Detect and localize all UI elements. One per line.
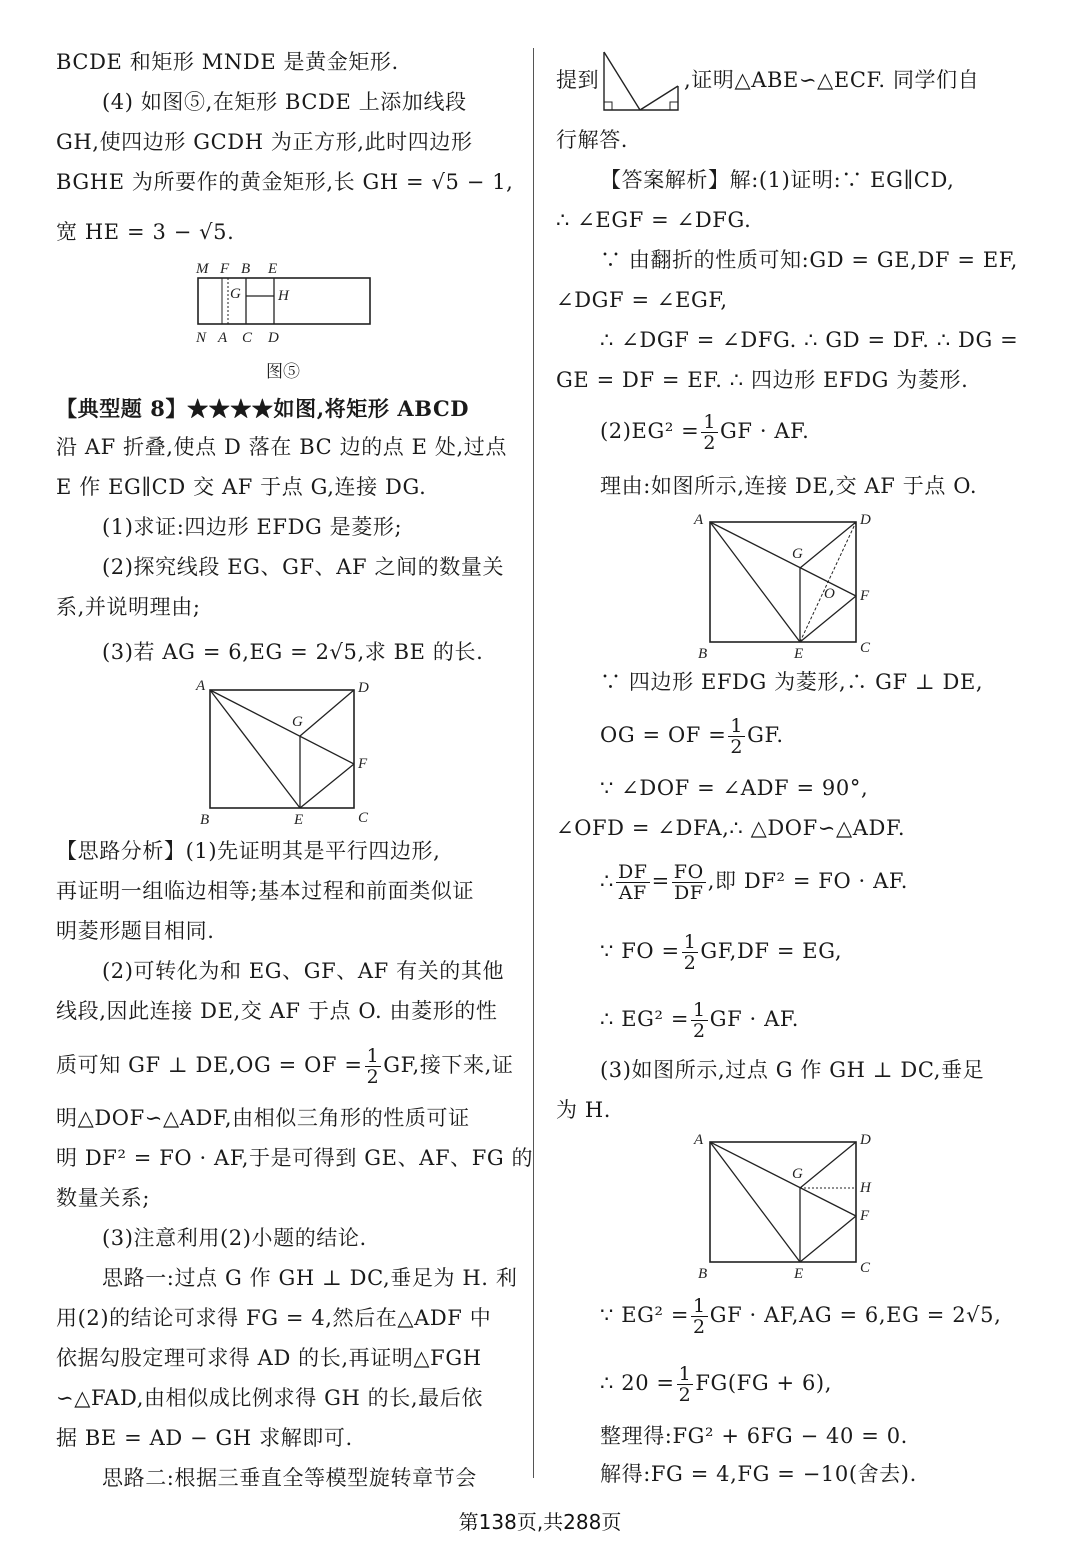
column-divider (533, 48, 534, 1478)
text-line: ∵ ∠DOF = ∠ADF = 90°, (600, 776, 869, 800)
text-line: GE = DF = EF. ∴ 四边形 EFDG 为菱形. (556, 368, 969, 392)
label-B: B (241, 261, 251, 277)
answer-title: 【答案解析】解:(1)证明:∵ EG∥CD, (600, 168, 955, 192)
analysis-title: 【思路分析】(1)先证明其是平行四边形, (56, 839, 441, 863)
text-line: 提到 (556, 68, 600, 92)
page-footer: 第138页,共288页 (458, 1510, 622, 1534)
text-line: 明菱形题目相同. (56, 919, 215, 943)
text-line: ∠OFD = ∠DFA,∴ △DOF∽△ADF. (556, 816, 906, 840)
label-F: F (220, 261, 230, 277)
text-line: ∵ 四边形 EFDG 为菱形,∴ GF ⊥ DE, (600, 670, 984, 694)
text-line: 为 H. (556, 1098, 612, 1122)
text-line: ,证明△ABE∽△ECF. 同学们自 (684, 68, 980, 92)
problem-figure (192, 676, 392, 826)
label-G: G (792, 1166, 803, 1182)
text-line: 再证明一组临边相等;基本过程和前面类似证 (56, 879, 475, 903)
text-line: ∴ ∠EGF = ∠DFG. (556, 208, 752, 232)
small-triangle-figure (602, 46, 682, 114)
text-line: GH,使四边形 GCDH 为正方形,此时四边形 (56, 130, 473, 154)
text-line: 据 BE = AD − GH 求解即可. (56, 1426, 353, 1450)
text-line: 解得:FG = 4,FG = −10(舍去). (600, 1462, 917, 1486)
question-1: (1)求证:四边形 EFDG 是菱形; (102, 515, 403, 539)
label-G: G (292, 714, 303, 730)
text-line: 系,并说明理由; (56, 595, 201, 619)
label-E: E (794, 646, 804, 660)
text-line: 数量关系; (56, 1186, 151, 1210)
label-H: H (278, 288, 289, 304)
text-line: 明 DF² = FO · AF,于是可得到 GE、AF、FG 的 (56, 1146, 534, 1170)
text-line: 沿 AF 折叠,使点 D 落在 BC 边的点 E 处,过点 (56, 435, 507, 459)
text-line: 宽 HE = 3 − √5. (56, 220, 235, 244)
label-D: D (358, 680, 369, 696)
label-A: A (218, 330, 228, 346)
figure-caption: 图⑤ (266, 362, 300, 382)
text-line: 理由:如图所示,连接 DE,交 AF 于点 O. (600, 474, 978, 498)
text-line: ∠DGF = ∠EGF, (556, 288, 728, 312)
text-line: E 作 EG∥CD 交 AF 于点 G,连接 DG. (56, 475, 427, 499)
question-2: (2)探究线段 EG、GF、AF 之间的数量关 (102, 555, 505, 579)
text-line: 思路一:过点 G 作 GH ⊥ DC,垂足为 H. 利 (102, 1266, 518, 1290)
label-D: D (268, 330, 279, 346)
label-N: N (196, 330, 207, 346)
text-line: (2)EG² = $\frac{1}{2}$ GF · AF. (600, 411, 810, 454)
text-line: (3)如图所示,过点 G 作 GH ⊥ DC,垂足 (600, 1058, 985, 1082)
text-line: (2)可转化为和 EG、GF、AF 有关的其他 (102, 959, 505, 983)
label-A: A (694, 512, 704, 528)
text-line: BGHE 为所要作的黄金矩形,长 GH = √5 − 1, (56, 170, 514, 194)
text-line: BCDE 和矩形 MNDE 是黄金矩形. (56, 50, 399, 74)
label-C: C (860, 1260, 871, 1276)
label-G: G (230, 286, 241, 302)
label-H: H (860, 1180, 871, 1196)
text-line: OG = OF = $\frac{1}{2}$ GF. (600, 715, 784, 758)
text-line: ∴ $\frac{DF}{AF}$ = $\frac{FO}{DF}$ ,即 DF² = FO · AF. (600, 861, 909, 904)
text-line: 质可知 GF ⊥ DE,OG = OF = $\frac{1}{2}$ GF,接下来,证 (56, 1045, 514, 1088)
label-F: F (358, 756, 368, 772)
text-line: ∴ EG² = $\frac{1}{2}$ GF · AF. (600, 999, 800, 1042)
text-line: ∵ EG² = $\frac{1}{2}$ GF · AF,AG = 6,EG = 2√5, (600, 1295, 1002, 1338)
label-D: D (860, 512, 871, 528)
label-B: B (698, 1266, 708, 1280)
text-line: 明△DOF∽△ADF,由相似三角形的性质可证 (56, 1106, 470, 1130)
label-F: F (860, 588, 870, 604)
text-line: 线段,因此连接 DE,交 AF 于点 O. 由菱形的性 (56, 999, 498, 1023)
text-line: ∴ 20 = $\frac{1}{2}$ FG(FG + 6), (600, 1363, 833, 1406)
problem-title: 【典型题 8】★★★★如图,将矩形 ABCD (56, 396, 470, 421)
label-B: B (698, 646, 708, 660)
label-C: C (358, 810, 369, 826)
label-G: G (792, 546, 803, 562)
label-F: F (860, 1208, 870, 1224)
label-D: D (860, 1132, 871, 1148)
label-C: C (860, 640, 871, 656)
label-E: E (794, 1266, 804, 1280)
text-line: 思路二:根据三垂直全等模型旋转章节会 (102, 1466, 477, 1490)
text-line: 用(2)的结论可求得 FG = 4,然后在△ADF 中 (56, 1306, 492, 1330)
text-line: 整理得:FG² + 6FG − 40 = 0. (600, 1424, 908, 1448)
text-line: (3)注意利用(2)小题的结论. (102, 1226, 367, 1250)
text-line: 依据勾股定理可求得 AD 的长,再证明△FGH (56, 1346, 482, 1370)
question-3: (3)若 AG = 6,EG = 2√5,求 BE 的长. (102, 640, 484, 664)
text-line: ∵ FO = $\frac{1}{2}$ GF,DF = EG, (600, 931, 843, 974)
text-line: ∴ ∠DGF = ∠DFG. ∴ GD = DF. ∴ DG = (600, 328, 1019, 352)
text-line: ∵ 由翻折的性质可知:GD = GE,DF = EF, (600, 248, 1018, 272)
text-line: 行解答. (556, 128, 629, 152)
answer-figure-2 (690, 510, 890, 660)
label-A: A (196, 678, 206, 694)
text-line: (4) 如图⑤,在矩形 BCDE 上添加线段 (102, 90, 467, 114)
label-M: M (196, 261, 209, 277)
figure-5 (190, 258, 390, 348)
label-C: C (242, 330, 253, 346)
answer-figure-3 (690, 1130, 890, 1280)
text-line: ∽△FAD,由相似成比例求得 GH 的长,最后依 (56, 1386, 483, 1410)
label-B: B (200, 812, 210, 826)
label-E: E (294, 812, 304, 826)
label-A: A (694, 1132, 704, 1148)
label-O: O (824, 586, 835, 602)
label-E: E (268, 261, 278, 277)
